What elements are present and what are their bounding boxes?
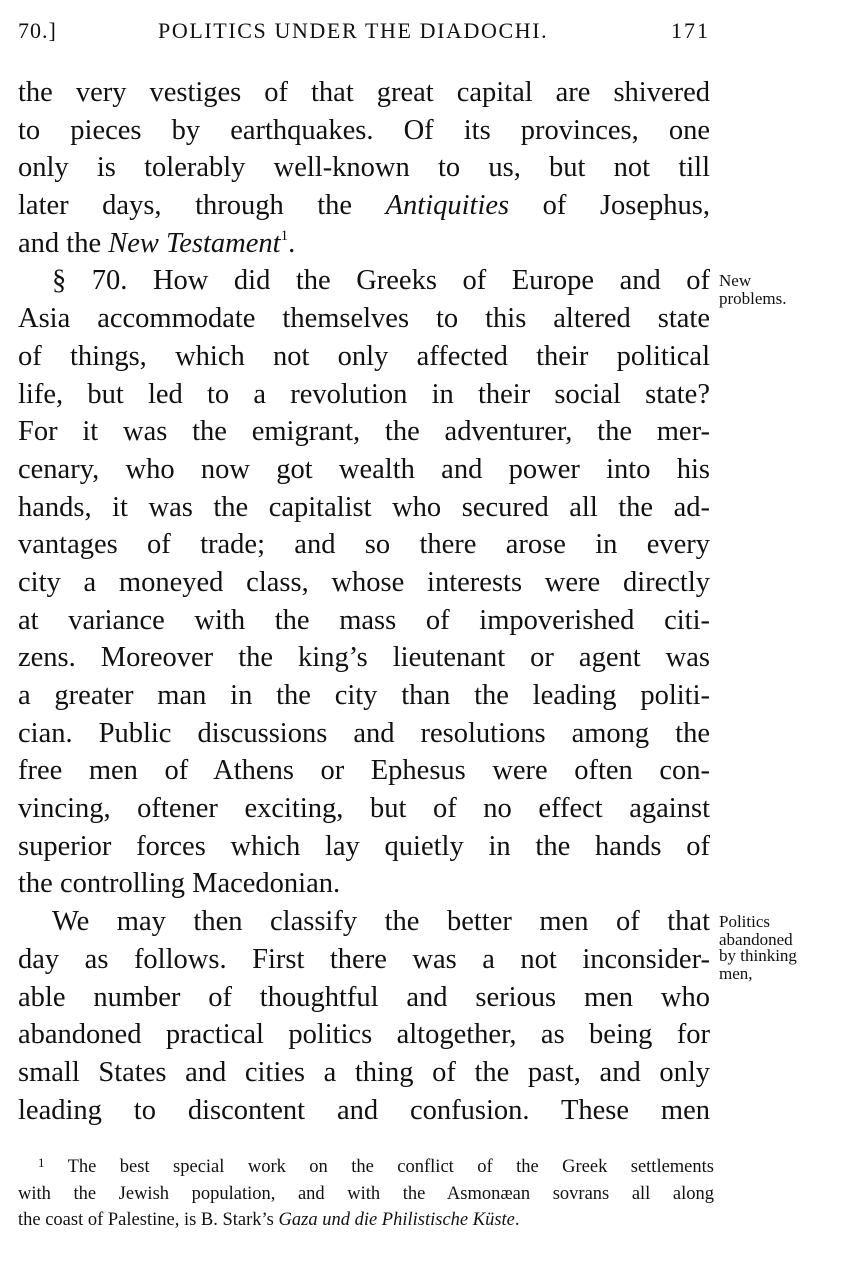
footnote-line: the coast of Palestine, is B. Stark’s Gaza und die Philistische Küste. xyxy=(18,1210,520,1230)
footnote xyxy=(18,1154,714,1234)
margin-note-line: by thinking xyxy=(719,946,797,965)
margin-note-line: Politics xyxy=(719,912,771,931)
text-line: zens. Moreover the king’s lieutenant or agent was xyxy=(18,642,710,674)
section-marker: 70.] xyxy=(18,18,57,43)
margin-note-line: men, xyxy=(719,964,753,983)
text-line: free men of Athens or Ephesus were often con- xyxy=(18,755,710,787)
margin-note-line: problems. xyxy=(719,289,787,308)
text-line: able number of thoughtful and serious men who xyxy=(18,981,710,1013)
text-line: and the New Testament$^1$. xyxy=(18,227,296,259)
running-title: POLITICS UNDER THE DIADOCHI. xyxy=(158,18,549,43)
margin-note-line: abandoned xyxy=(719,930,793,949)
text-line: life, but led to a revolution in their social state? xyxy=(18,378,710,410)
margin-note-politics-abandoned xyxy=(719,914,797,982)
page-number: 171 xyxy=(671,18,710,43)
text-line: a greater man in the city than the leading politi- xyxy=(18,680,710,711)
text-line: at variance with the mass of impoverished citi- xyxy=(18,604,710,636)
body-text xyxy=(18,74,710,1129)
text-line: vantages of trade; and so there arose in every xyxy=(18,529,710,561)
text-line: city a moneyed class, whose interests were directly xyxy=(18,566,710,598)
italic-title: Antiquities xyxy=(385,190,510,222)
margin-note-new-problems xyxy=(719,273,787,307)
text-line: day as follows. First there was a not inconsider- xyxy=(18,943,710,975)
text-line: abandoned practical politics altogether, as being for xyxy=(18,1019,710,1051)
text-line: hands, it was the capitalist who secured all the ad- xyxy=(18,491,710,523)
footnote-line: with the Jewish population, and with the Asmonæan sovrans all along xyxy=(18,1183,714,1204)
text-line: We may then classify the better men of that xyxy=(52,906,710,938)
italic-title: New Testament xyxy=(108,227,281,259)
footnote-ref: 1 xyxy=(280,227,289,244)
footnote-line: $^1$ The best special work on the conflict of the Greek settlements xyxy=(38,1155,714,1177)
footnote-marker: 1 xyxy=(38,1155,45,1170)
text-line: small States and cities a thing of the past, and only xyxy=(18,1056,710,1088)
text-line: the controlling Macedonian. xyxy=(18,868,341,900)
text-line: superior forces which lay quietly in the hands of xyxy=(18,830,710,862)
text-line: the very vestiges of that great capital are shivered xyxy=(18,77,710,108)
text-line: Asia accommodate themselves to this altered state xyxy=(18,303,710,335)
text-line: vincing, oftener exciting, but of no effect against xyxy=(18,793,710,825)
running-header xyxy=(18,18,710,50)
italic-title: Gaza und die Philistische Küste xyxy=(278,1210,515,1230)
text-line: cenary, who now got wealth and power into his xyxy=(18,453,710,485)
text-line: only is tolerably well-known to us, but not till xyxy=(18,152,710,184)
margin-note-line: New xyxy=(719,271,752,290)
text-line: of things, which not only affected their political xyxy=(18,340,710,372)
text-line: § 70. How did the Greeks of Europe and of xyxy=(52,265,710,297)
text-line: leading to discontent and confusion. These men xyxy=(18,1094,710,1126)
text-line: cian. Public discussions and resolutions among the xyxy=(18,717,710,749)
text-line: later days, through the Antiquities of Josephus, xyxy=(18,190,711,222)
text-line: For it was the emigrant, the adventurer, the mer- xyxy=(18,416,710,448)
text-line: to pieces by earthquakes. Of its provinces, one xyxy=(18,114,710,146)
